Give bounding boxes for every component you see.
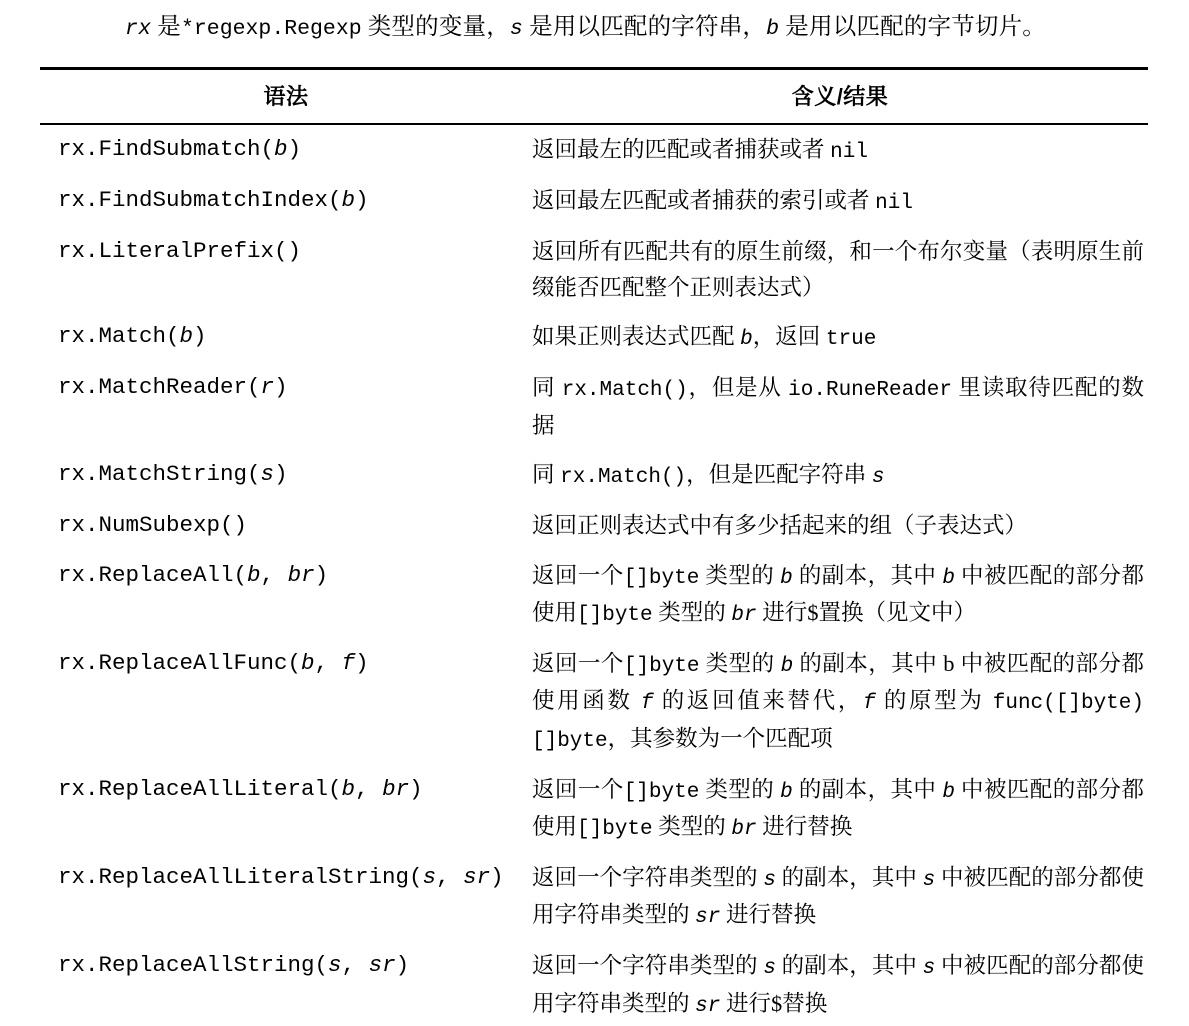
text-span: 是	[151, 14, 181, 40]
param-span: sr	[463, 864, 491, 891]
code-span: []byte	[623, 780, 700, 804]
cell-syntax	[40, 853, 532, 941]
text-span: 的返回值来替代，	[653, 688, 863, 714]
variable-span: s	[922, 869, 936, 893]
cell-syntax	[40, 450, 532, 501]
text-span: 返回一个字符串类型的	[532, 953, 764, 979]
param-span: s	[328, 952, 342, 979]
text-span: rx.NumSubexp()	[58, 512, 248, 539]
cell-syntax	[40, 363, 532, 450]
text-span: 的原型为	[875, 688, 993, 714]
param-span: r	[260, 374, 275, 401]
param-span: f	[341, 650, 356, 677]
variable-span: s	[871, 466, 885, 490]
text-span: 类型的	[699, 651, 781, 677]
variable-span: b	[780, 566, 793, 590]
variable-span: sr	[695, 906, 721, 930]
text-span: 里读取待匹配的数据	[532, 375, 1144, 438]
text-span: 返回最左匹配或者捕获的索引或者	[532, 188, 876, 213]
cell-syntax	[40, 227, 532, 312]
cell-meaning	[532, 765, 1148, 853]
text-span: 是用以匹配的字符串，	[523, 14, 767, 40]
variable-span: f	[640, 692, 654, 716]
table-row	[40, 501, 1148, 551]
variable-span: b	[780, 655, 794, 679]
param-span: b	[247, 561, 261, 588]
text-span: rx.MatchString(	[58, 461, 261, 488]
variable-span: b	[942, 566, 955, 590]
text-span: 的副本，其中	[775, 865, 923, 891]
cell-meaning	[532, 312, 1148, 363]
text-span: 进行$置换（见文中）	[756, 600, 977, 626]
text-span: rx.FindSubmatchIndex(	[58, 187, 342, 213]
text-span: 类型的变量，	[361, 14, 510, 40]
text-span: 进行替换	[720, 902, 816, 928]
table-row	[40, 765, 1148, 853]
variable-span: b	[942, 780, 955, 804]
text-span: 的副本，其中 b 中被匹配的部分都使用函数	[532, 651, 1144, 714]
param-span: b	[341, 775, 356, 802]
text-span: 是用以匹配的字节切片。	[779, 14, 1046, 40]
text-span: 类型的	[652, 813, 732, 839]
param-span: b	[274, 135, 288, 162]
table-row	[40, 312, 1148, 363]
text-span: 返回所有匹配共有的原生前缀，和一个布尔变量（表明原生前缀能否匹配整个正则表达式）	[532, 239, 1144, 300]
text-span: ，其参数为一个匹配项	[607, 725, 833, 751]
cell-syntax	[40, 551, 532, 639]
cell-syntax	[40, 639, 532, 765]
code-span: rx.Match()	[560, 466, 687, 490]
text-span: 类型的	[652, 600, 732, 626]
text-span: 同	[532, 375, 562, 401]
text-span: rx.LiteralPrefix()	[58, 238, 302, 265]
code-span: nil	[875, 192, 913, 215]
text-span: rx.ReplaceAllFunc(	[58, 650, 302, 677]
table-body	[40, 124, 1148, 1026]
table-row	[40, 853, 1148, 941]
table-row	[40, 227, 1148, 312]
param-span: b	[301, 650, 315, 677]
intro-paragraph	[0, 0, 1189, 47]
text-span: 返回最左的匹配或者捕获或者	[532, 136, 831, 162]
cell-syntax	[40, 176, 532, 227]
variable-span: b	[740, 328, 753, 352]
variable-span: b	[780, 780, 793, 804]
text-span: ，返回	[752, 324, 826, 350]
table-row	[40, 124, 1148, 176]
text-span: 如果正则表达式匹配	[532, 324, 741, 350]
text-span: 中被匹配的部分都使用	[532, 562, 1144, 626]
cell-syntax	[40, 765, 532, 853]
cell-meaning	[532, 639, 1148, 765]
code-span: nil	[830, 140, 868, 164]
text-span: 类型的	[699, 776, 781, 802]
text-span: ，但是匹配字符串	[686, 462, 872, 488]
cell-meaning	[532, 363, 1148, 450]
table-row	[40, 551, 1148, 639]
code-span: func([]byte)[]byte	[532, 692, 1144, 753]
text-span: 返回一个	[532, 776, 624, 802]
code-span: []byte	[577, 604, 653, 628]
code-span: rx.Match()	[561, 379, 688, 403]
text-span: 中被匹配的部分都使用字符串类型的	[532, 865, 1144, 928]
text-span: )	[314, 561, 329, 588]
text-span: 类型的	[699, 562, 781, 588]
text-span: 返回一个字符串类型的	[532, 865, 764, 891]
text-span: 返回一个	[532, 562, 624, 588]
code-span: []byte	[623, 655, 700, 679]
text-span: ，但是从	[687, 375, 789, 401]
text-span: )	[395, 952, 410, 979]
table-row	[40, 176, 1148, 227]
text-span: rx.ReplaceAll(	[58, 561, 248, 588]
cell-meaning	[532, 551, 1148, 639]
code-span: *regexp.Regexp	[181, 17, 362, 41]
regexp-api-table	[40, 67, 1148, 1026]
param-span: br	[382, 775, 410, 802]
cell-meaning	[532, 450, 1148, 501]
text-span: rx.ReplaceAllString(	[58, 952, 329, 979]
code-span: []byte	[623, 566, 700, 590]
variable-span: br	[731, 817, 757, 841]
cell-syntax	[40, 501, 532, 551]
text-span: rx.ReplaceAllLiteral(	[58, 775, 342, 802]
text-span: )	[287, 135, 302, 162]
text-span: )	[355, 650, 369, 677]
text-span: rx.MatchReader(	[58, 374, 261, 401]
text-span: 返回一个	[532, 651, 624, 677]
param-span: b	[179, 323, 194, 350]
text-span: 的副本，其中	[775, 953, 923, 979]
table-row	[40, 363, 1148, 450]
text-span: 的副本，其中	[792, 562, 943, 588]
param-span: b	[341, 187, 356, 213]
table-row	[40, 941, 1148, 1026]
cell-syntax	[40, 941, 532, 1026]
text-span: rx.FindSubmatch(	[58, 135, 275, 162]
text-span: ,	[436, 864, 464, 891]
variable-span: s	[922, 957, 936, 981]
cell-meaning	[532, 501, 1148, 551]
param-span: br	[287, 561, 315, 588]
column-header-syntax: 语法	[40, 68, 532, 124]
text-span: )	[193, 323, 207, 350]
variable-span: s	[763, 869, 776, 893]
code-span: true	[825, 328, 877, 352]
table-header-row	[40, 68, 1148, 124]
table-row	[40, 450, 1148, 501]
text-span: )	[355, 187, 369, 213]
text-span: 中被匹配的部分都使用	[532, 776, 1144, 839]
text-span: )	[274, 374, 288, 401]
text-span: 的副本，其中	[792, 776, 943, 802]
text-span: ,	[355, 775, 383, 802]
text-span: )	[490, 864, 504, 891]
text-span: 返回正则表达式中有多少括起来的组（子表达式）	[532, 513, 1028, 539]
text-span: rx.Match(	[58, 323, 180, 350]
param-span: s	[422, 864, 437, 891]
cell-meaning	[532, 176, 1148, 227]
text-span: 同	[532, 462, 561, 488]
text-span: )	[409, 775, 423, 802]
text-span: rx.ReplaceAllLiteralString(	[58, 864, 423, 891]
cell-meaning	[532, 941, 1148, 1026]
cell-meaning	[532, 227, 1148, 312]
code-span: io.RuneReader	[788, 379, 952, 403]
variable-span: s	[509, 17, 524, 41]
cell-meaning	[532, 853, 1148, 941]
param-span: sr	[368, 952, 396, 979]
variable-span: rx	[125, 17, 152, 41]
code-span: []byte	[577, 817, 653, 841]
column-header-meaning: 含义/结果	[532, 68, 1148, 124]
text-span: ,	[341, 952, 369, 979]
text-span: 进行$替换	[720, 990, 828, 1016]
text-span: )	[274, 461, 288, 488]
param-span: s	[260, 461, 275, 488]
cell-syntax	[40, 124, 532, 176]
text-span: ,	[314, 650, 342, 677]
variable-span: sr	[695, 994, 721, 1018]
variable-span: s	[763, 957, 776, 981]
variable-span: br	[731, 604, 757, 628]
variable-span: b	[766, 17, 780, 41]
text-span: ,	[260, 561, 288, 588]
cell-syntax	[40, 312, 532, 363]
cell-meaning	[532, 124, 1148, 176]
text-span: 进行替换	[756, 813, 853, 839]
table-row	[40, 639, 1148, 765]
variable-span: f	[862, 692, 876, 716]
text-span: 中被匹配的部分都使用字符串类型的	[532, 953, 1144, 1016]
